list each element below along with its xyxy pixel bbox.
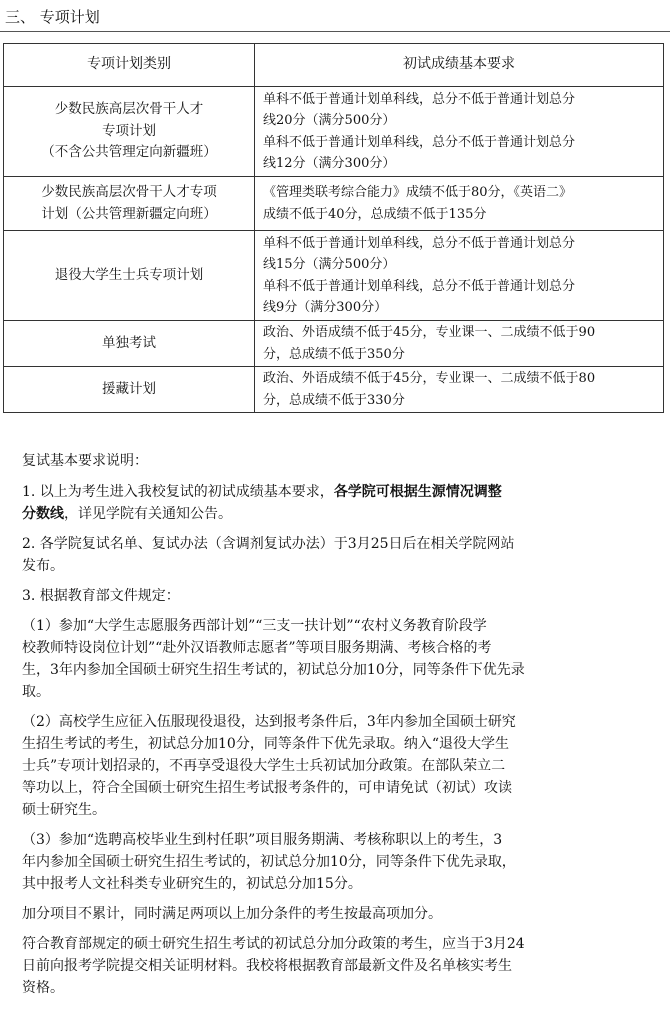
- requirement-line: 成绩不低于40分，总成绩不低于135分: [263, 206, 487, 222]
- note-line: [22, 481, 652, 503]
- requirement-line: 分，总成绩不低于330分: [263, 392, 405, 408]
- category-line: （不含公共管理定向新疆班）: [41, 144, 217, 161]
- category-line: 专项计划: [102, 122, 156, 139]
- note-line: 士兵”专项计划招录的，不再享受退役大学生士兵初试加分政策。在部队荣立二: [22, 758, 506, 774]
- note-paragraph-7: [22, 903, 652, 925]
- note-line: （3）参加“选聘高校毕业生到村任职”项目服务期满、考核称职以上的考生，3: [22, 832, 503, 848]
- requirement-cell: [255, 87, 664, 177]
- category-line: 援藏计划: [102, 380, 156, 397]
- requirement-line: 线20分（满分500分）: [263, 113, 396, 128]
- note-line: 年内参加全国硕士研究生招生考试的，初试总分加10分，同等条件下优先录取，: [22, 854, 516, 870]
- requirement-line: 政治、外语成绩不低于45分，专业课一、二成绩不低于80: [263, 371, 596, 386]
- category-cell: [4, 321, 255, 367]
- section-title: 三、 专项计划: [5, 8, 100, 26]
- note-line: 资格。: [22, 980, 64, 996]
- note-text: 1. 以上为考生进入我校复试的初试成绩基本要求，: [22, 484, 334, 500]
- requirement-cell: [255, 367, 664, 413]
- note-line: 等功以上，符合全国硕士研究生招生考试报考条件的，可申请免试（初试）攻读: [22, 780, 512, 796]
- note-paragraph-2: [22, 533, 652, 577]
- category-cell: [4, 367, 255, 413]
- note-text: ，详见学院有关通知公告。: [64, 506, 232, 522]
- note-line: [22, 503, 652, 525]
- requirement-cell: [255, 321, 664, 367]
- note-line: 发布。: [22, 558, 64, 574]
- category-cell: [4, 231, 255, 321]
- note-line: 3. 根据教育部文件规定：: [22, 588, 180, 604]
- note-paragraph-3: [22, 585, 652, 607]
- note-paragraph-5: [22, 711, 652, 821]
- note-line: 日前向报考学院提交相关证明材料。我校将根据教育部最新文件及名单核实考生: [22, 958, 512, 974]
- note-line: 2. 各学院复试名单、复试办法（含调剂复试办法）于3月25日后在相关学院网站: [22, 536, 515, 552]
- note-line: 加分项目不累计，同时满足两项以上加分条件的考生按最高项加分。: [22, 906, 442, 922]
- note-line: 取。: [22, 684, 50, 700]
- table-row: [4, 87, 664, 177]
- note-paragraph-6: [22, 829, 652, 895]
- category-cell: [4, 87, 255, 177]
- requirement-line: 线9分（满分300分）: [263, 300, 388, 315]
- table-row: [4, 367, 664, 413]
- special-plan-table: [3, 43, 664, 413]
- note-paragraph-4: [22, 615, 652, 703]
- table-row: [4, 177, 664, 231]
- note-line: 生，3年内参加全国硕士研究生招生考试的，初试总分加10分，同等条件下优先录: [22, 662, 525, 678]
- column-header-category: 专项计划类别: [4, 44, 255, 87]
- requirement-line: 《管理类联考综合能力》成绩不低于80分，《英语二》: [263, 185, 573, 200]
- category-line: 少数民族高层次骨干人才: [54, 101, 204, 118]
- column-header-requirement: 初试成绩基本要求: [255, 44, 664, 87]
- notes-heading: 复试基本要求说明：: [22, 453, 148, 469]
- table-row: [4, 231, 664, 321]
- category-line: 退役大学生士兵专项计划: [54, 266, 204, 283]
- requirement-line: 单科不低于普通计划单科线，总分不低于普通计划总分: [263, 278, 576, 294]
- table-row: [4, 321, 664, 367]
- note-paragraph-1: [22, 481, 652, 525]
- retest-notes: [22, 450, 652, 999]
- divider: [0, 31, 670, 32]
- requirement-line: 单科不低于普通计划单科线，总分不低于普通计划总分: [263, 91, 576, 107]
- requirement-line: 分，总成绩不低于350分: [263, 346, 405, 362]
- category-line: 少数民族高层次骨干人才专项: [41, 184, 217, 200]
- category-line: 单独考试: [102, 334, 156, 351]
- requirement-line: 政治、外语成绩不低于45分，专业课一、二成绩不低于90: [263, 325, 596, 340]
- note-line: （2）高校学生应征入伍服现役退役，达到报考条件后，3年内参加全国硕士研究: [22, 714, 516, 730]
- requirement-cell: [255, 231, 664, 321]
- note-line: 其中报考人文社科类专业研究生的，初试总分加15分。: [22, 876, 362, 892]
- note-paragraph-8: [22, 933, 652, 999]
- requirement-line: 线15分（满分500分）: [263, 257, 396, 272]
- category-line: 计划（公共管理新疆定向班）: [41, 205, 217, 222]
- requirement-cell: [255, 177, 664, 231]
- note-emphasis: 各学院可根据生源情况调整: [333, 484, 502, 500]
- requirement-line: 单科不低于普通计划单科线，总分不低于普通计划总分: [263, 134, 576, 150]
- note-line: （1）参加“大学生志愿服务西部计划”“三支一扶计划”“农村义务教育阶段学: [22, 618, 487, 634]
- requirement-line: 线12分（满分300分）: [263, 156, 396, 171]
- note-line: 硕士研究生。: [22, 802, 106, 818]
- category-cell: [4, 177, 255, 231]
- note-emphasis: 分数线: [22, 506, 64, 522]
- requirement-line: 单科不低于普通计划单科线，总分不低于普通计划总分: [263, 235, 576, 251]
- table-header-row: [4, 44, 664, 87]
- note-line: 符合教育部规定的硕士研究生招生考试的初试总分加分政策的考生，应当于3月24: [22, 936, 525, 952]
- note-line: 校教师特设岗位计划”“赴外汉语教师志愿者”等项目服务期满、考核合格的考: [22, 640, 492, 656]
- note-line: 生招生考试的考生，初试总分加10分，同等条件下优先录取。纳入“退役大学生: [22, 736, 509, 752]
